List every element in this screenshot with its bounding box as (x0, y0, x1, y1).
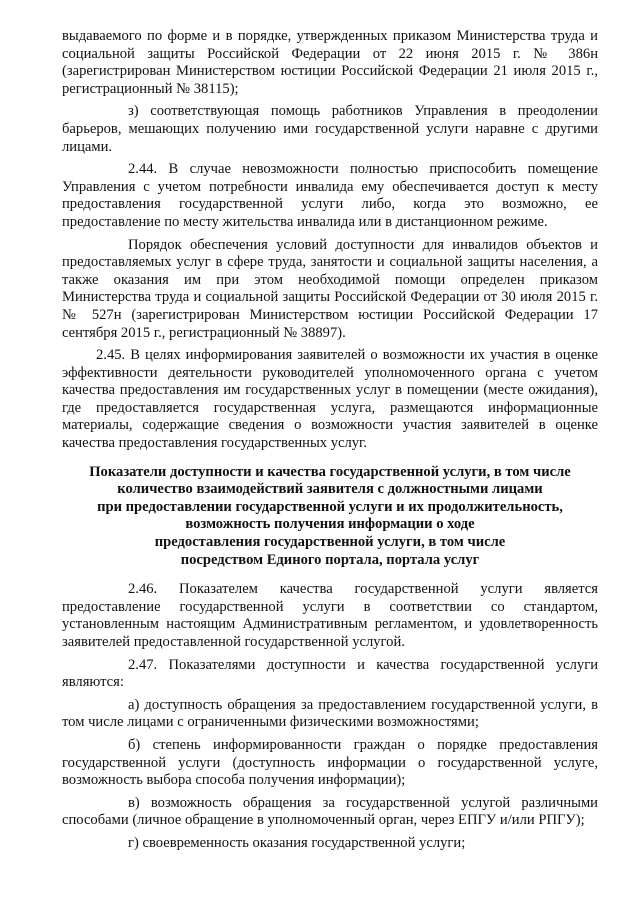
section-heading (62, 464, 598, 570)
paragraph-accessibility-order: Порядок обеспечения условий доступности для инвалидов объектов и предоставляемых услуг в сфере труда, занятости и социальной защиты населения, а также оказания им при этом необходимой помощи определен приказом Министерства труда и социальной защиты Российской Федерации от 30 июля 2015 г. № 527н (зарегистрирован Министерством юстиции Российской Федерации 17 сентября 2015 г., регистрационный № 38897). (62, 236, 598, 341)
heading-line: Показатели доступности и качества государственной услуги, в том числе (89, 463, 571, 480)
paragraph-2-45: 2.45. В целях информирования заявителей о возможности их участия в оценке эффективности деятельности руководителей уполномоченного органа с учетом качества предоставления им государственных услуг в помещении (месте ожидания), где предоставляется государственная услуга, размещаются информационные материалы, содержащие сведения о возможности участия заявителей в оценке качества предоставления государственных услуг. (62, 347, 598, 452)
paragraph-2-46: 2.46. Показателем качества государственной услуги является предоставление государственной услуги в соответствии со стандартом, установленным настоящим Административным регламентом, и удовлетворенность заявителей предоставленной государственной услугой. (62, 581, 598, 650)
heading-line: при предоставлении государственной услуги и их продолжительность, (97, 498, 563, 515)
list-item-a: а) доступность обращения за предоставлением государственной услуги, в том числе лицами с ограниченными физическими возможностями; (62, 696, 598, 731)
heading-line: количество взаимодействий заявителя с должностными лицами (117, 481, 543, 498)
list-item-v: в) возможность обращения за государственной услугой различными способами (личное обращение в уполномоченный орган, через ЕПГУ и/или РПГУ); (62, 794, 598, 829)
list-item-g: г) своевременность оказания государственной услуги; (128, 834, 466, 851)
paragraph-2-47: 2.47. Показателями доступности и качества государственной услуги являются: (62, 656, 598, 691)
paragraph-continuation: выдаваемого по форме и в порядке, утвержденных приказом Министерства труда и социальной защиты Российской Федерации от 22 июня 2015 г. № 386н (зарегистрирован Министерством юстиции Российской Федерации 21 июля 2015 г., регистрационный № 38115); (62, 28, 598, 97)
heading-line: посредством Единого портала, портала услуг (180, 551, 480, 568)
list-item-b: б) степень информированности граждан о порядке предоставления государственной услуги (доступность информации о государственной услуге, возможность выбора способа получения информации); (62, 736, 598, 789)
paragraph-2-44: 2.44. В случае невозможности полностью приспособить помещение Управления с учетом потребности инвалида ему обеспечивается доступ к месту предоставления государственной услуги либо, когда это возможно, ее предоставление по месту жительства инвалида или в дистанционном режиме. (62, 161, 598, 230)
heading-line: предоставления государственной услуги, в том числе (154, 534, 506, 551)
paragraph-item-z: з) соответствующая помощь работников Управления в преодолении барьеров, мешающих получению ими государственной услуги наравне с другими лицами. (62, 103, 598, 155)
heading-line: возможность получения информации о ходе (185, 516, 475, 533)
